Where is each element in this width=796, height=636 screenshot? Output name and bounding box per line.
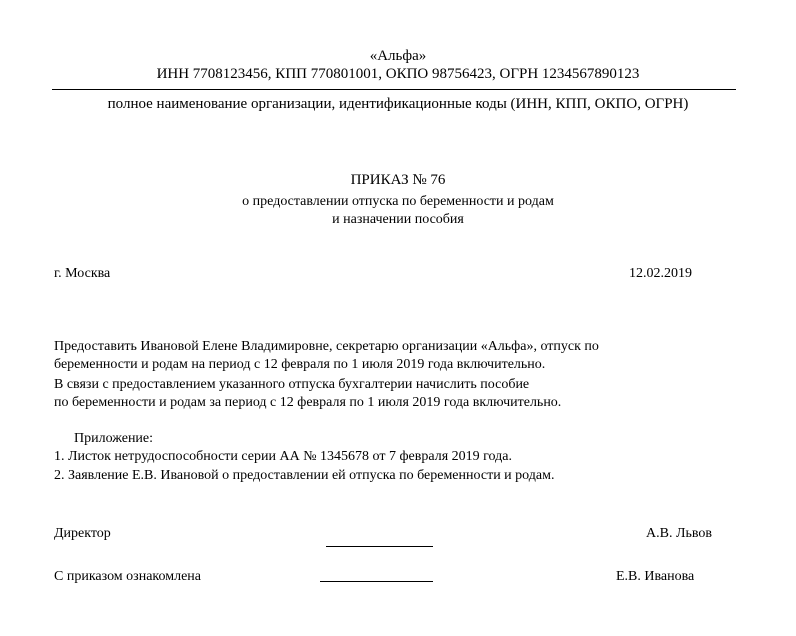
header-divider (52, 89, 736, 90)
acknowledgment-signature-line (320, 581, 433, 582)
organization-caption: полное наименование организации, идентификационные коды (ИНН, КПП, ОКПО, ОГРН) (107, 96, 689, 112)
order-subtitle-line-1: о предоставлении отпуска по беременности и родам (242, 194, 554, 209)
order-title: ПРИКАЗ № 76 (350, 172, 446, 188)
acknowledgment-name: Е.В. Иванова (616, 569, 695, 584)
director-label: Директор (54, 526, 111, 541)
body-line: по беременности и родам за период с 12 февраля по 1 июля 2019 года включительно. (54, 395, 562, 410)
body-line: В связи с предоставлением указанного отпуска бухгалтерии начислить пособие (54, 377, 530, 392)
acknowledgment-label: С приказом ознакомлена (54, 569, 201, 584)
annex-heading: Приложение: (74, 431, 154, 446)
body-line: Предоставить Ивановой Елене Владимировне, секретарю организации «Альфа», отпуск по (54, 339, 599, 354)
organization-codes: ИНН 7708123456, КПП 770801001, ОКПО 98756423, ОГРН 1234567890123 (156, 66, 640, 82)
order-date: 12.02.2019 (629, 266, 692, 281)
organization-name: «Альфа» (369, 48, 427, 64)
director-signature-line (326, 546, 433, 547)
annex-item: 1. Листок нетрудоспособности серии АА № 1345678 от 7 февраля 2019 года. (54, 449, 512, 464)
order-city: г. Москва (54, 266, 111, 281)
annex-item: 2. Заявление Е.В. Ивановой о предоставлении ей отпуска по беременности и родам. (54, 468, 555, 483)
director-name: А.В. Львов (646, 526, 712, 541)
order-subtitle-line-2: и назначении пособия (332, 212, 464, 227)
body-line: беременности и родам на период с 12 февраля по 1 июля 2019 года включительно. (54, 357, 546, 372)
